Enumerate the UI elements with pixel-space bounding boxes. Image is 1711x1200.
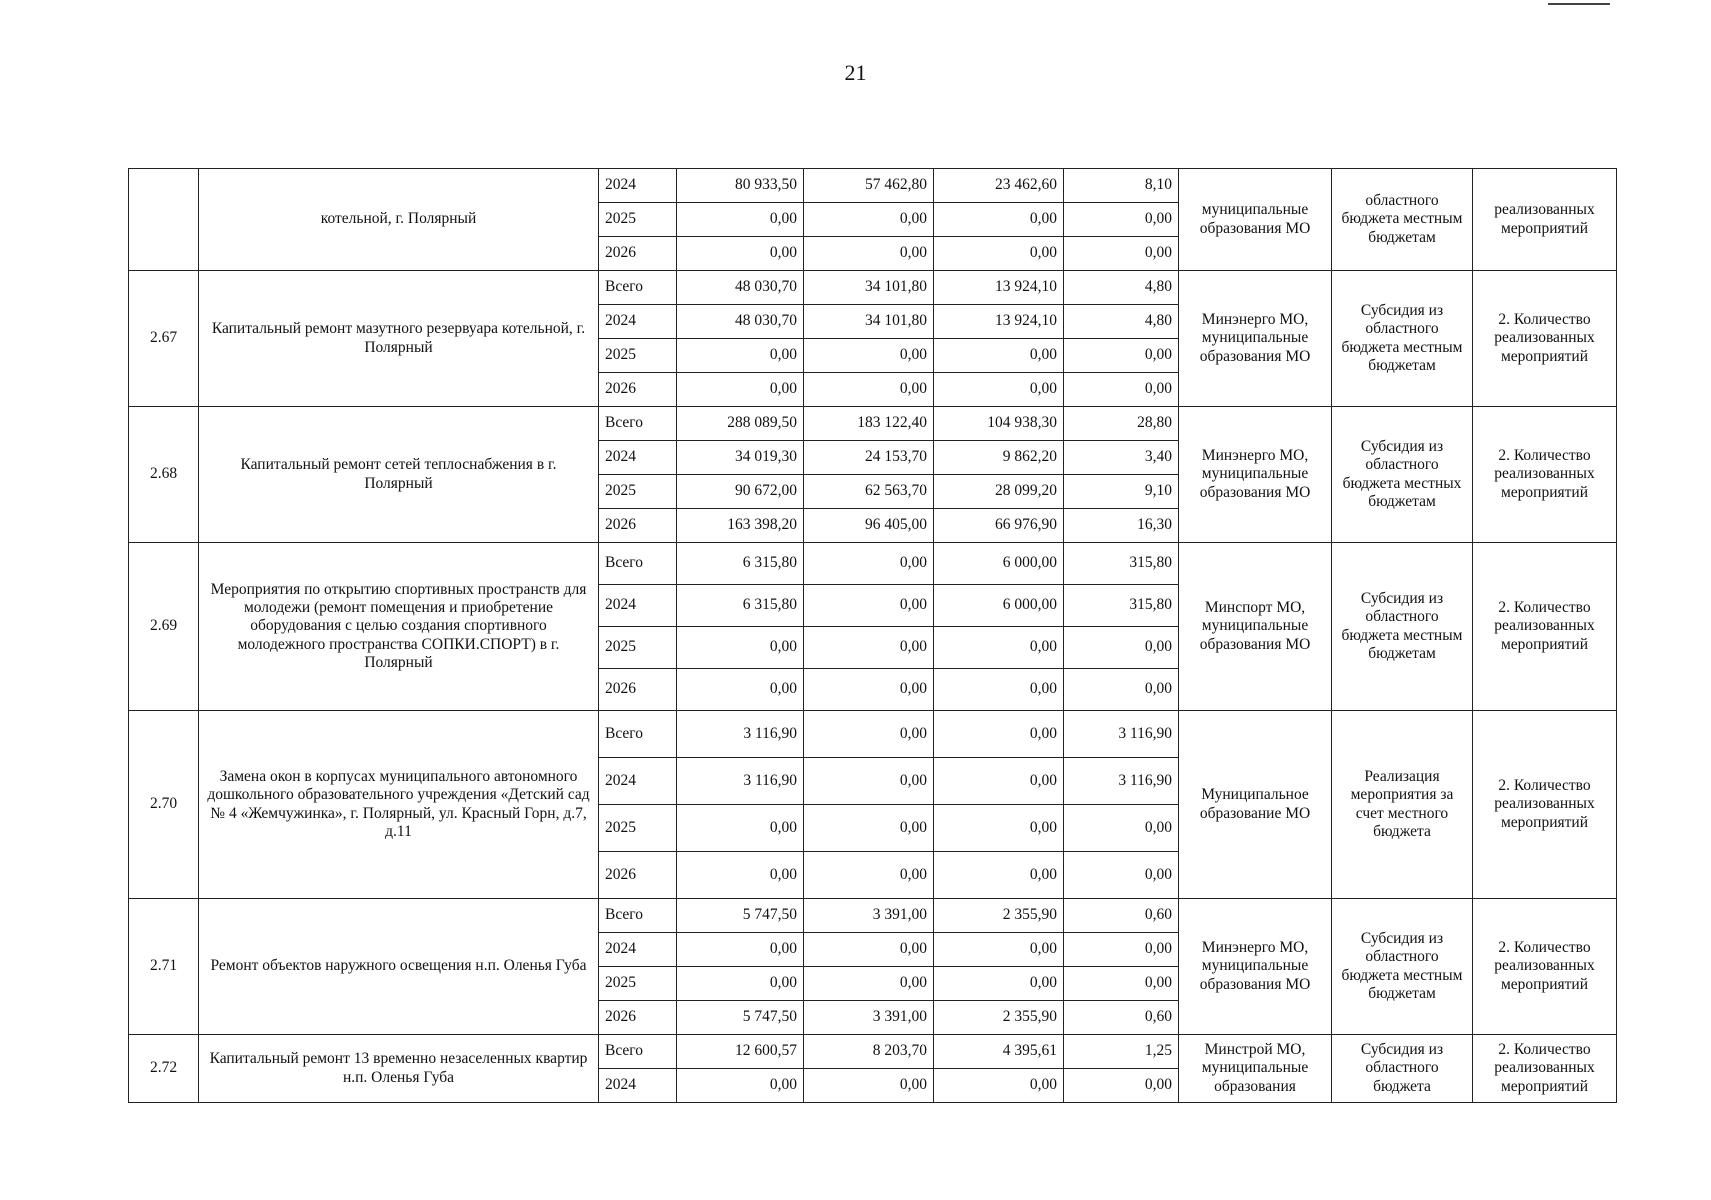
amount-cell: 0,00 — [1064, 339, 1179, 373]
indicator-cell: 2. Количество реализованных мероприятий — [1473, 407, 1617, 543]
item-number — [129, 169, 199, 271]
amount-cell: 3 116,90 — [1064, 758, 1179, 805]
item-number: 2.67 — [129, 271, 199, 407]
total-cell: 0,00 — [677, 852, 804, 899]
amount-cell: 3,40 — [1064, 441, 1179, 475]
year-cell: 2024 — [599, 1069, 677, 1103]
amount-cell: 0,00 — [1064, 967, 1179, 1001]
total-cell: 5 747,50 — [677, 899, 804, 933]
item-name: Капитальный ремонт 13 временно незаселенных квартир н.п. Оленья Губа — [199, 1035, 599, 1103]
amount-cell: 0,00 — [804, 711, 934, 758]
total-cell: 90 672,00 — [677, 475, 804, 509]
amount-cell: 0,00 — [804, 967, 934, 1001]
total-cell: 0,00 — [677, 967, 804, 1001]
total-cell: 48 030,70 — [677, 271, 804, 305]
amount-cell: 57 462,80 — [804, 169, 934, 203]
year-cell: 2025 — [599, 967, 677, 1001]
amount-cell: 0,60 — [1064, 1001, 1179, 1035]
amount-cell: 104 938,30 — [934, 407, 1064, 441]
amount-cell: 0,00 — [1064, 669, 1179, 711]
amount-cell: 0,00 — [804, 933, 934, 967]
year-cell: 2026 — [599, 669, 677, 711]
amount-cell: 0,00 — [1064, 627, 1179, 669]
total-cell: 288 089,50 — [677, 407, 804, 441]
amount-cell: 0,00 — [1064, 203, 1179, 237]
amount-cell: 0,00 — [804, 237, 934, 271]
table-row — [129, 169, 1617, 203]
amount-cell: 0,00 — [934, 805, 1064, 852]
total-cell: 3 116,90 — [677, 711, 804, 758]
amount-cell: 0,00 — [804, 805, 934, 852]
amount-cell: 0,00 — [804, 585, 934, 627]
year-cell: 2026 — [599, 237, 677, 271]
table-row — [129, 711, 1617, 758]
indicator-cell: 2. Количество реализованных мероприятий — [1473, 1035, 1617, 1103]
table-row — [129, 1035, 1617, 1069]
executor-cell: Минспорт МО, муниципальные образования МО — [1179, 543, 1332, 711]
year-cell: 2026 — [599, 852, 677, 899]
item-number: 2.70 — [129, 711, 199, 899]
indicator-cell: 2. Количество реализованных мероприятий — [1473, 711, 1617, 899]
total-cell: 0,00 — [677, 203, 804, 237]
source-cell: Субсидия из областного бюджета местным бюджетам — [1332, 271, 1473, 407]
executor-cell: Минэнерго МО, муниципальные образования МО — [1179, 271, 1332, 407]
amount-cell: 66 976,90 — [934, 509, 1064, 543]
year-cell: Всего — [599, 711, 677, 758]
source-cell: Субсидия из областного бюджета местных бюджетам — [1332, 407, 1473, 543]
total-cell: 0,00 — [677, 669, 804, 711]
source-cell: Субсидия из областного бюджета — [1332, 1035, 1473, 1103]
amount-cell: 34 101,80 — [804, 305, 934, 339]
amount-cell: 6 000,00 — [934, 585, 1064, 627]
amount-cell: 2 355,90 — [934, 899, 1064, 933]
amount-cell: 0,00 — [1064, 852, 1179, 899]
year-cell: 2024 — [599, 585, 677, 627]
source-cell: Субсидия из областного бюджета местным бюджетам — [1332, 543, 1473, 711]
budget-table — [128, 168, 1617, 1103]
executor-cell: Минэнерго МО, муниципальные образования МО — [1179, 407, 1332, 543]
amount-cell: 0,00 — [934, 237, 1064, 271]
amount-cell: 4,80 — [1064, 271, 1179, 305]
amount-cell: 1,25 — [1064, 1035, 1179, 1069]
amount-cell: 0,00 — [934, 203, 1064, 237]
table-row — [129, 899, 1617, 933]
table-row — [129, 271, 1617, 305]
amount-cell: 24 153,70 — [804, 441, 934, 475]
item-number: 2.68 — [129, 407, 199, 543]
amount-cell: 8 203,70 — [804, 1035, 934, 1069]
source-cell: областного бюджета местным бюджетам — [1332, 169, 1473, 271]
amount-cell: 34 101,80 — [804, 271, 934, 305]
amount-cell: 2 355,90 — [934, 1001, 1064, 1035]
item-name: Ремонт объектов наружного освещения н.п. Оленья Губа — [199, 899, 599, 1035]
year-cell: Всего — [599, 543, 677, 585]
amount-cell: 23 462,60 — [934, 169, 1064, 203]
amount-cell: 9 862,20 — [934, 441, 1064, 475]
amount-cell: 315,80 — [1064, 585, 1179, 627]
year-cell: 2026 — [599, 509, 677, 543]
item-name: Капитальный ремонт мазутного резервуара котельной, г. Полярный — [199, 271, 599, 407]
top-rule — [1548, 3, 1610, 5]
executor-cell: муниципальные образования МО — [1179, 169, 1332, 271]
amount-cell: 183 122,40 — [804, 407, 934, 441]
amount-cell: 0,00 — [804, 373, 934, 407]
amount-cell: 0,00 — [934, 373, 1064, 407]
amount-cell: 0,60 — [1064, 899, 1179, 933]
executor-cell: Муниципальное образование МО — [1179, 711, 1332, 899]
total-cell: 5 747,50 — [677, 1001, 804, 1035]
amount-cell: 9,10 — [1064, 475, 1179, 509]
amount-cell: 0,00 — [804, 758, 934, 805]
page-number: 21 — [844, 60, 867, 85]
source-cell: Субсидия из областного бюджета местным бюджетам — [1332, 899, 1473, 1035]
year-cell: Всего — [599, 271, 677, 305]
amount-cell: 0,00 — [934, 1069, 1064, 1103]
amount-cell: 0,00 — [1064, 1069, 1179, 1103]
year-cell: 2024 — [599, 933, 677, 967]
amount-cell: 315,80 — [1064, 543, 1179, 585]
total-cell: 0,00 — [677, 805, 804, 852]
amount-cell: 0,00 — [804, 543, 934, 585]
year-cell: 2025 — [599, 475, 677, 509]
year-cell: Всего — [599, 899, 677, 933]
indicator-cell: 2. Количество реализованных мероприятий — [1473, 271, 1617, 407]
amount-cell: 0,00 — [934, 852, 1064, 899]
item-name: котельной, г. Полярный — [199, 169, 599, 271]
amount-cell: 28 099,20 — [934, 475, 1064, 509]
amount-cell: 16,30 — [1064, 509, 1179, 543]
table-row — [129, 407, 1617, 441]
indicator-cell: 2. Количество реализованных мероприятий — [1473, 543, 1617, 711]
amount-cell: 4,80 — [1064, 305, 1179, 339]
amount-cell: 3 391,00 — [804, 1001, 934, 1035]
amount-cell: 0,00 — [1064, 933, 1179, 967]
year-cell: 2024 — [599, 758, 677, 805]
amount-cell: 0,00 — [934, 967, 1064, 1001]
total-cell: 12 600,57 — [677, 1035, 804, 1069]
amount-cell: 13 924,10 — [934, 271, 1064, 305]
source-cell: Реализация мероприятия за счет местного бюджета — [1332, 711, 1473, 899]
item-number: 2.72 — [129, 1035, 199, 1103]
year-cell: 2025 — [599, 339, 677, 373]
year-cell: 2025 — [599, 203, 677, 237]
amount-cell: 96 405,00 — [804, 509, 934, 543]
total-cell: 34 019,30 — [677, 441, 804, 475]
year-cell: Всего — [599, 407, 677, 441]
year-cell: Всего — [599, 1035, 677, 1069]
amount-cell: 0,00 — [934, 711, 1064, 758]
amount-cell: 3 116,90 — [1064, 711, 1179, 758]
total-cell: 6 315,80 — [677, 543, 804, 585]
amount-cell: 8,10 — [1064, 169, 1179, 203]
amount-cell: 0,00 — [934, 627, 1064, 669]
indicator-cell: реализованных мероприятий — [1473, 169, 1617, 271]
amount-cell: 0,00 — [1064, 805, 1179, 852]
amount-cell: 62 563,70 — [804, 475, 934, 509]
item-name: Замена окон в корпусах муниципального автономного дошкольного образовательного учреждения «Детский сад № 4 «Жемчужинка», г. Полярный, ул. Красный Горн, д.7, д.11 — [199, 711, 599, 899]
amount-cell: 6 000,00 — [934, 543, 1064, 585]
year-cell: 2024 — [599, 305, 677, 339]
total-cell: 48 030,70 — [677, 305, 804, 339]
amount-cell: 0,00 — [804, 669, 934, 711]
total-cell: 0,00 — [677, 933, 804, 967]
year-cell: 2026 — [599, 373, 677, 407]
amount-cell: 0,00 — [1064, 237, 1179, 271]
total-cell: 0,00 — [677, 237, 804, 271]
total-cell: 3 116,90 — [677, 758, 804, 805]
year-cell: 2025 — [599, 627, 677, 669]
item-name: Капитальный ремонт сетей теплоснабжения в г. Полярный — [199, 407, 599, 543]
total-cell: 0,00 — [677, 373, 804, 407]
amount-cell: 28,80 — [1064, 407, 1179, 441]
amount-cell: 0,00 — [1064, 373, 1179, 407]
item-name: Мероприятия по открытию спортивных пространств для молодежи (ремонт помещения и приобретение оборудования с целью создания спортивного молодежного пространства СОПКИ.СПОРТ) в г. Полярный — [199, 543, 599, 711]
total-cell: 80 933,50 — [677, 169, 804, 203]
total-cell: 6 315,80 — [677, 585, 804, 627]
amount-cell: 4 395,61 — [934, 1035, 1064, 1069]
amount-cell: 0,00 — [934, 669, 1064, 711]
total-cell: 0,00 — [677, 1069, 804, 1103]
amount-cell: 0,00 — [934, 758, 1064, 805]
amount-cell: 3 391,00 — [804, 899, 934, 933]
year-cell: 2025 — [599, 805, 677, 852]
amount-cell: 0,00 — [804, 1069, 934, 1103]
indicator-cell: 2. Количество реализованных мероприятий — [1473, 899, 1617, 1035]
table-row — [129, 543, 1617, 585]
total-cell: 0,00 — [677, 339, 804, 373]
amount-cell: 0,00 — [804, 203, 934, 237]
year-cell: 2024 — [599, 169, 677, 203]
year-cell: 2024 — [599, 441, 677, 475]
amount-cell: 0,00 — [934, 933, 1064, 967]
executor-cell: Минстрой МО, муниципальные образования — [1179, 1035, 1332, 1103]
amount-cell: 0,00 — [934, 339, 1064, 373]
total-cell: 0,00 — [677, 627, 804, 669]
year-cell: 2026 — [599, 1001, 677, 1035]
amount-cell: 0,00 — [804, 627, 934, 669]
total-cell: 163 398,20 — [677, 509, 804, 543]
amount-cell: 0,00 — [804, 339, 934, 373]
item-number: 2.69 — [129, 543, 199, 711]
amount-cell: 0,00 — [804, 852, 934, 899]
amount-cell: 13 924,10 — [934, 305, 1064, 339]
item-number: 2.71 — [129, 899, 199, 1035]
executor-cell: Минэнерго МО, муниципальные образования МО — [1179, 899, 1332, 1035]
